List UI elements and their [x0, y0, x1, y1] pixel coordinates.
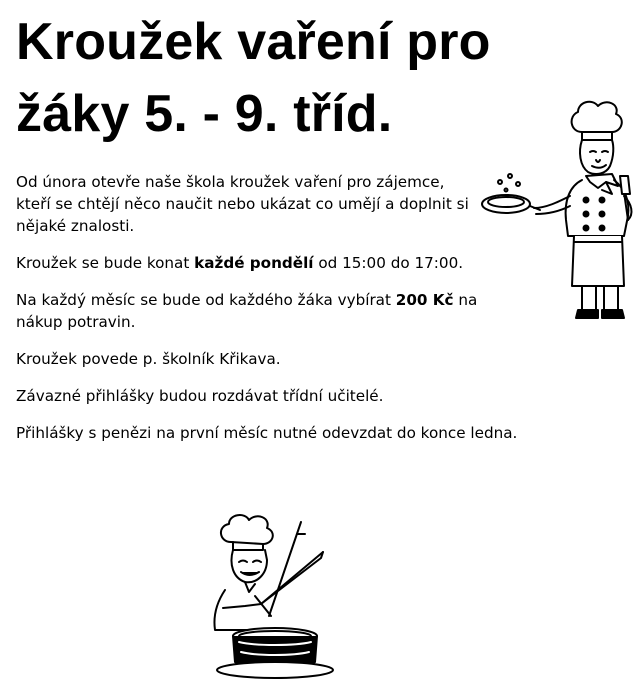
page-title — [16, 6, 491, 150]
fee-line-2: nákup potravin. — [16, 313, 136, 331]
paragraph-applications: Závazné přihlášky budou rozdávat třídní učitelé. — [16, 387, 384, 405]
paragraph-schedule — [16, 252, 496, 274]
announcement-body — [16, 171, 518, 459]
title-line-2: žáky 5. - 9. tříd. — [16, 85, 393, 143]
paragraph-deadline: Přihlášky s penězi na první měsíc nutné odevzdat do konce ledna. — [16, 424, 518, 442]
intro-line-1: Od února otevře naše škola kroužek vaření pro zájemce, — [16, 173, 445, 191]
schedule-text-before: Kroužek se bude konat — [16, 254, 195, 272]
paragraph-intro — [16, 171, 496, 237]
title-line-1: Kroužek vaření pro — [16, 13, 491, 71]
intro-line-3: nějaké znalosti. — [16, 217, 135, 235]
fee-text-after: na — [453, 291, 478, 309]
intro-line-2: kteří se chtějí něco naučit nebo ukázat co umějí a doplnit si — [16, 195, 469, 213]
paragraph-leader: Kroužek povede p. školník Křikava. — [16, 350, 281, 368]
schedule-text-after: od 15:00 do 17:00. — [313, 254, 464, 272]
fee-amount-bold: 200 Kč — [395, 291, 454, 309]
chef-with-frying-pan-icon — [478, 96, 638, 326]
schedule-day-bold: každé pondělí — [194, 254, 314, 272]
paragraph-fee — [16, 289, 496, 333]
fee-text-before: Na každý měsíc se bude od každého žáka vybírat — [16, 291, 396, 309]
chef-with-knife-and-pot-icon — [205, 512, 340, 680]
